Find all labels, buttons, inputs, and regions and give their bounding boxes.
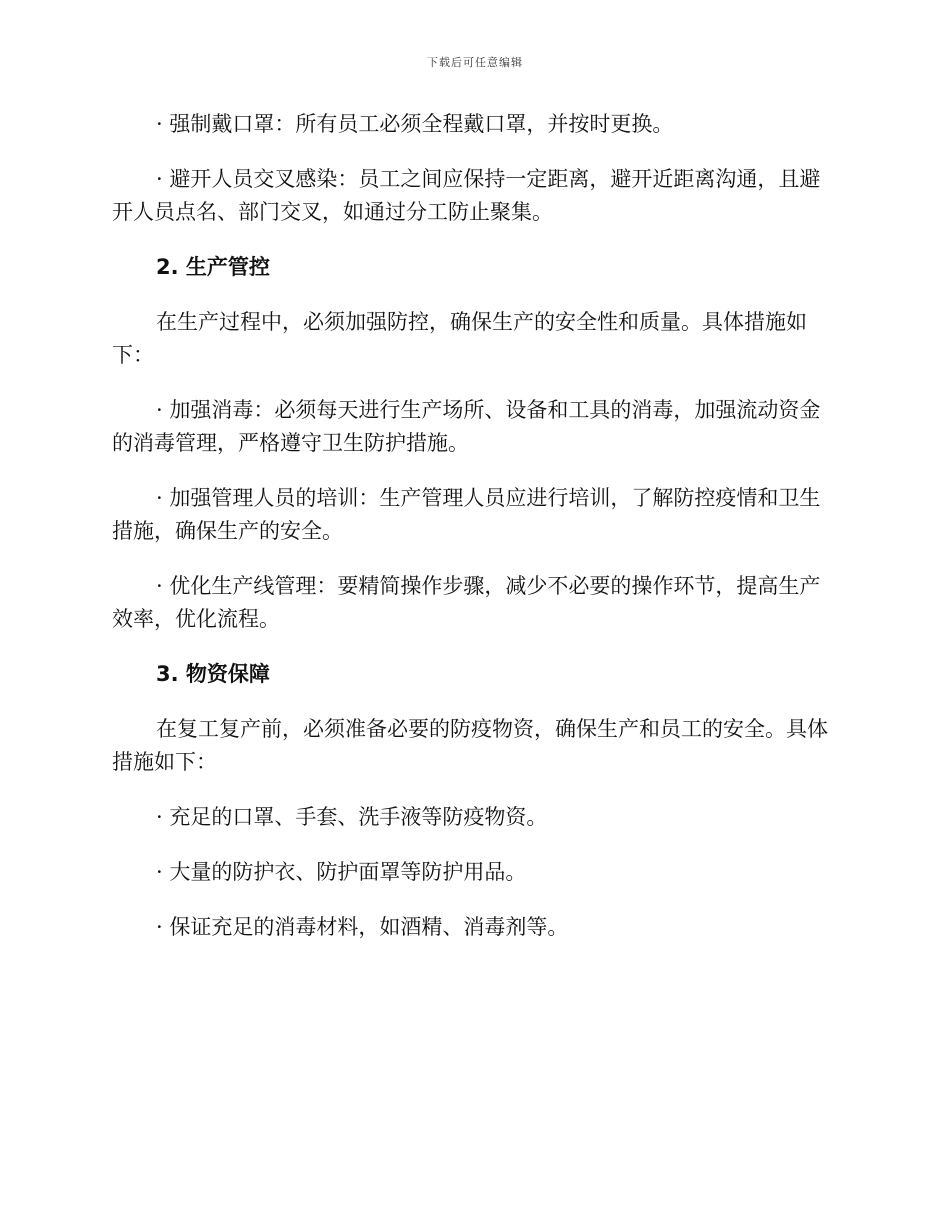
section-heading-supply-guarantee: 3. 物资保障 [156, 662, 270, 686]
bullet-line-optimization: · 优化生产线管理：要精简操作步骤，减少不必要的操作环节，提高生产效率，优化流程。 [112, 574, 821, 631]
header-note: 下载后可任意编辑 [427, 56, 523, 69]
bullet-disinfection: · 加强消毒：必须每天进行生产场所、设备和工具的消毒，加强流动资金的消毒管理，严格遵守卫生防护措施。 [112, 398, 821, 455]
section-heading-production-control: 2. 生产管控 [156, 255, 270, 279]
bullet-mask-requirement: · 强制戴口罩：所有员工必须全程戴口罩，并按时更换。 [156, 112, 674, 136]
section-intro-supply-guarantee: 在复工复产前，必须准备必要的防疫物资，确保生产和员工的安全。具体措施如下： [112, 717, 828, 774]
bullet-protective-clothing: · 大量的防护衣、防护面罩等防护用品。 [156, 860, 527, 884]
document-body [112, 108, 832, 966]
section-intro-production-control: 在生产过程中，必须加强防控，确保生产的安全性和质量。具体措施如下： [112, 310, 807, 367]
bullet-disinfectant-supply: · 保证充足的消毒材料，如酒精、消毒剂等。 [156, 915, 569, 939]
bullet-masks-gloves: · 充足的口罩、手套、洗手液等防疫物资。 [156, 805, 548, 829]
bullet-avoid-cross-infection: · 避开人员交叉感染：员工之间应保持一定距离，避开近距离沟通，且避开人员点名、部门交叉，如通过分工防止聚集。 [112, 167, 821, 224]
bullet-staff-training: · 加强管理人员的培训：生产管理人员应进行培训，了解防控疫情和卫生措施，确保生产的安全。 [112, 486, 821, 543]
